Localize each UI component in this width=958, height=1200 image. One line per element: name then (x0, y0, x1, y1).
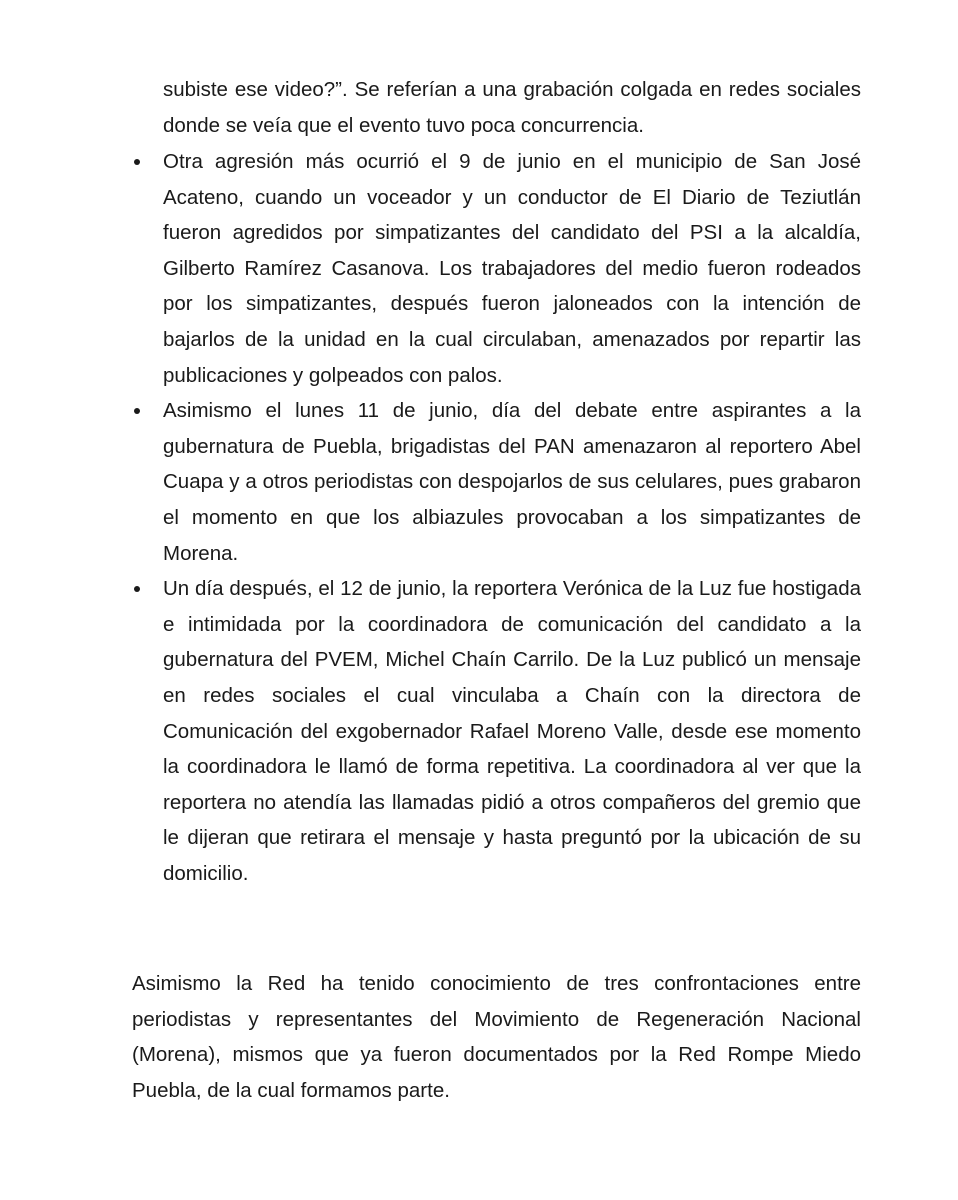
list-item (163, 571, 861, 891)
closing-paragraph: Asimismo la Red ha tenido conocimiento de tres confrontaciones entre periodistas y representantes del Movimiento de Regeneración Nacional (Morena), mismos que ya fueron documentados por la Red Rompe Miedo Puebla, de la cual formamos parte. (132, 972, 861, 1102)
bullet-icon (134, 586, 140, 592)
list-item (163, 144, 861, 393)
bullet-icon (134, 159, 140, 165)
bullet-icon (134, 408, 140, 414)
bullet-text: Otra agresión más ocurrió el 9 de junio en el municipio de San José Acateno, cuando un voceador y un conductor de El Diario de Teziutlán fueron agredidos por simpatizantes del candidato del PSI a la alcaldía, Gilberto Ramírez Casanova. Los trabajadores del medio fueron rodeados por los simpatizantes, después fueron jaloneados con la intención de bajarlos de la unidad en la cual circulaban, amenazados por repartir las publicaciones y golpeados con palos. (163, 150, 861, 387)
bullet-list (0, 144, 958, 891)
list-item (163, 393, 861, 571)
continuation-paragraph: subiste ese video?”. Se referían a una grabación colgada en redes sociales donde se veía que el evento tuvo poca concurrencia. (163, 78, 861, 137)
bullet-text: Asimismo el lunes 11 de junio, día del debate entre aspirantes a la gubernatura de Puebla, brigadistas del PAN amenazaron al reportero Abel Cuapa y a otros periodistas con despojarlos de sus celulares, pues grabaron el momento en que los albiazules provocaban a los simpatizantes de Morena. (163, 399, 861, 565)
bullet-text: Un día después, el 12 de junio, la reportera Verónica de la Luz fue hostigada e intimidada por la coordinadora de comunicación del candidato a la gubernatura del PVEM, Michel Chaín Carrilo. De la Luz publicó un mensaje en redes sociales el cual vinculaba a Chaín con la directora de Comunicación del exgobernador Rafael Moreno Valle, desde ese momento la coordinadora le llamó de forma repetitiva. La coordinadora al ver que la reportera no atendía las llamadas pidió a otros compañeros del gremio que le dijeran que retirara el mensaje y hasta preguntó por la ubicación de su domicilio. (163, 577, 861, 885)
